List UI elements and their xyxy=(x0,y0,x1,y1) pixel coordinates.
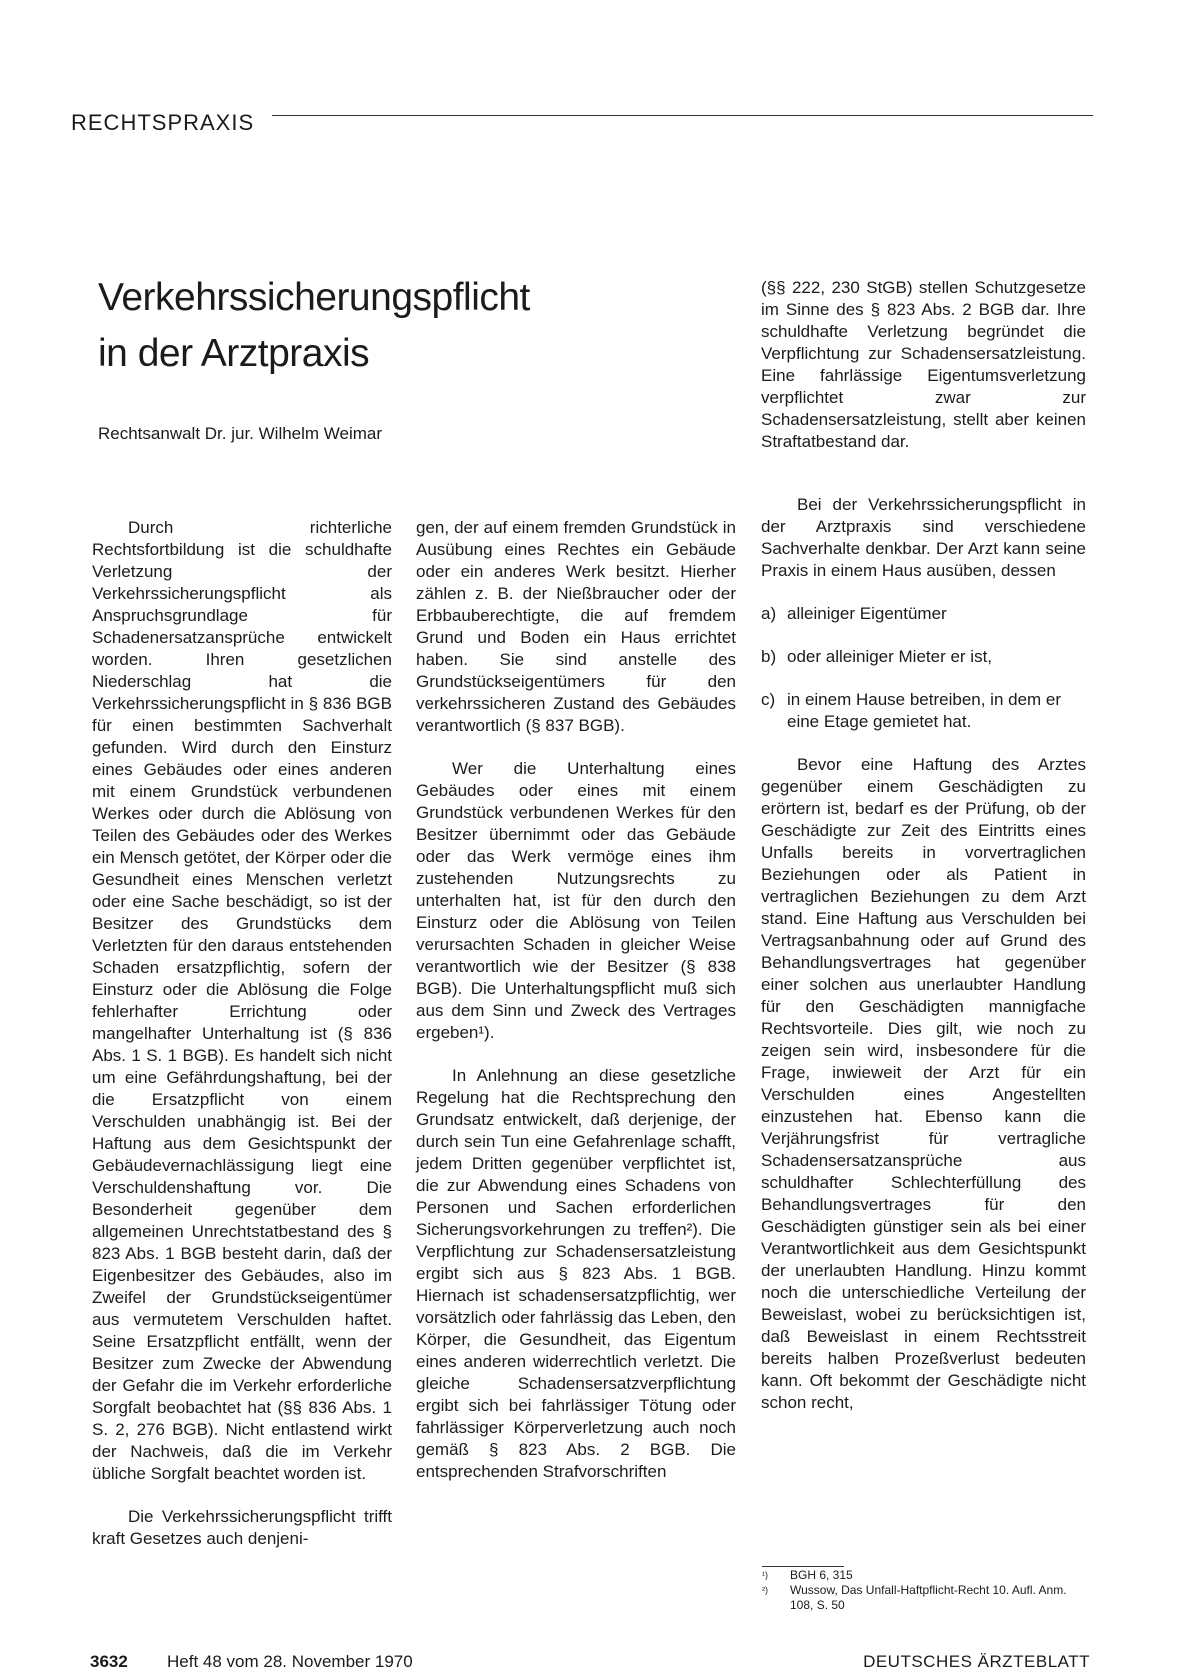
paragraph: Durch richterliche Rechtsfortbildung ist die schuldhafte Verletzung der Verkehrssicherungspflicht als Anspruchsgrundlage für Schadenersatzansprüche entwickelt worden. Ihren gesetzlichen Niederschlag hat die Verkehrssicherungspflicht in § 836 BGB für einen bestimmten Sachverhalt gefunden. Wird durch den Einsturz eines Gebäudes oder eines anderen mit einem Grundstück verbundenen Werkes oder durch die Ablösung von Teilen des Gebäudes oder des Werkes ein Mensch getötet, der Körper oder die Gesundheit eines Menschen verletzt oder eine Sache beschädigt, so ist der Besitzer des Grundstücks dem Verletzten für den daraus entstehenden Schaden ersatzpflichtig, sofern der Einsturz oder die Ablösung die Folge fehlerhafter Errichtung oder mangelhafter Unterhaltung ist (§ 836 Abs. 1 S. 1 BGB). Es handelt sich nicht um eine Gefährdungshaftung, bei der die Ersatzpflicht von einem Verschulden unabhängig ist. Bei der Haftung aus dem Gesichtspunkt der Gebäudevernachlässigung liegt eine Verschuldenshaftung vor. Die Besonderheit gegenüber dem allgemeinen Unrechtstatbestand des § 823 Abs. 1 BGB besteht darin, daß der Eigenbesitzer des Gebäudes, also im Zweifel der Grundstückseigentümer aus vermutetem Verschulden haftet. Seine Ersatzpflicht entfällt, wenn der Besitzer zum Zwecke der Abwendung der Gefahr die im Verkehr erforderliche Sorgfalt beobachtet hat (§§ 836 Abs. 1 S. 2, 276 BGB). Nicht entlastend wirkt der Nachweis, daß die im Verkehr übliche Sorgfalt beachtet worden ist. xyxy=(92,518,392,1483)
page-number: 3632 xyxy=(90,1652,128,1671)
paragraph: In Anlehnung an diese gesetzliche Regelung hat die Rechtsprechung den Grundsatz entwickelt, daß derjenige, der durch sein Tun eine Gefahrenlage schafft, jedem Dritten gegenüber verpflichtet ist, die zur Abwendung eines Schadens von Personen und Sachen erforderlichen Sicherungsvorkehrungen zu treffen²). Die Verpflichtung zur Schadensersatzleistung ergibt sich aus § 823 Abs. 1 BGB. Hiernach ist schadensersatzpflichtig, wer vorsätzlich oder fahrlässig das Leben, den Körper, die Gesundheit, das Eigentum eines anderen widerrechtlich verletzt. Die gleiche Schadensersatzverpflichtung ergibt sich bei fahrlässiger Tötung oder fahrlässiger Körperverletzung auch noch gemäß § 823 Abs. 2 BGB. Die entsprechenden Strafvorschriften xyxy=(416,1066,736,1481)
footnote-number: ²) xyxy=(762,1585,768,1595)
footnote xyxy=(762,1568,1082,1583)
footnote-rule xyxy=(762,1566,844,1567)
column-1 xyxy=(92,517,392,1571)
footnote-number: ¹) xyxy=(762,1570,768,1580)
issue-info: Heft 48 vom 28. November 1970 xyxy=(167,1652,413,1671)
list-label: b) xyxy=(761,647,777,666)
paragraph: gen, der auf einem fremden Grundstück in Ausübung eines Rechtes ein Gebäude oder ein anderes Werk besitzt. Hierher zählen z. B. der Nießbraucher oder der Erbbauberechtigte, die auf fremdem Grund und Boden ein Haus errichtet haben. Sie sind anstelle des Grundstückseigentümers für den verkehrssicheren Zustand des Gebäudes verantwortlich (§ 837 BGB). xyxy=(416,518,736,735)
paragraph: Bei der Verkehrssicherungspflicht in der Arztpraxis sind verschiedene Sachverhalte denkbar. Der Arzt kann seine Praxis in einem Haus ausüben, dessen xyxy=(761,495,1086,580)
list-item xyxy=(761,689,1086,733)
paragraph: Wer die Unterhaltung eines Gebäudes oder eines mit einem Grundstück verbundenen Werkes für den Besitzer übernimmt oder das Gebäude oder das Werk vermöge eines ihm zustehenden Nutzungsrechts zu unterhalten hat, ist für den durch den Einsturz oder die Ablösung von Teilen verursachten Schaden in gleicher Weise verantwortlich wie der Besitzer (§ 838 BGB). Die Unterhaltungspflicht muß sich aus dem Sinn und Zweck des Vertrages ergeben¹). xyxy=(416,759,736,1042)
column-3 xyxy=(761,494,1086,1435)
list-text: in einem Hause betreiben, in dem er eine Etage gemietet hat. xyxy=(787,690,1062,731)
section-label: RECHTSPRAXIS xyxy=(71,110,255,135)
list-label: c) xyxy=(761,690,776,709)
footnote-text: Wussow, Das Unfall-Haftpflicht-Recht 10. Aufl. Anm. 108, S. 50 xyxy=(790,1583,1067,1612)
paragraph: Bevor eine Haftung des Arztes gegenüber einem Geschädigten zu erörtern ist, bedarf es der Prüfung, ob der Geschädigte zur Zeit des Eintritts eines Unfalls bereits in vorvertraglichen Beziehungen oder als Patient in vertraglichen Beziehungen zu dem Arzt stand. Eine Haftung aus Verschulden bei Vertragsanbahnung oder auf Grund des Behandlungsvertrages hat gegenüber einer solchen aus unerlaubter Handlung für den Geschädigten mannigfache Rechtsvorteile. Dies gilt, wie noch zu zeigen sein wird, insbesondere für die Frage, inwieweit der Arzt für ein Verschulden eines Angestellten einzustehen hat. Ebenso kann die Verjährungsfrist für vertragliche Schadensersatzansprüche aus schuldhafter Schlechterfüllung des Behandlungsvertrages für den Geschädigten günstiger sein als bei einer Verantwortlichkeit aus dem Gesichtspunkt der unerlaubten Handlung. Hinzu kommt noch die unterschiedliche Verteilung der Beweislast, wobei zu berücksichtigen ist, daß Beweislast in einem Rechtsstreit bereits halben Prozeßverlust bedeuten kann. Oft bekommt der Geschädigte nicht schon recht, xyxy=(761,755,1086,1412)
footnote xyxy=(762,1583,1082,1613)
title-line-2: in der Arztpraxis xyxy=(98,332,370,375)
column-3-top xyxy=(761,277,1086,474)
list-item xyxy=(761,646,1086,668)
author-byline: Rechtsanwalt Dr. jur. Wilhelm Weimar xyxy=(98,424,383,443)
list-label: a) xyxy=(761,604,777,623)
list-item xyxy=(761,603,1086,625)
column-2 xyxy=(416,517,736,1504)
list-text: alleiniger Eigentümer xyxy=(787,604,947,623)
paragraph: (§§ 222, 230 StGB) stellen Schutzgesetze im Sinne des § 823 Abs. 2 BGB dar. Ihre schuldhafte Verletzung begründet die Verpflichtung zur Schadensersatzleistung. Eine fahrlässige Eigentumsverletzung verpflichtet zwar zur Schadensersatzleistung, stellt aber keinen Straftatbestand dar. xyxy=(761,278,1086,451)
list-text: oder alleiniger Mieter er ist, xyxy=(787,647,993,666)
journal-name: DEUTSCHES ÄRZTEBLATT xyxy=(863,1652,1090,1671)
article-title xyxy=(98,270,718,382)
footnote-text: BGH 6, 315 xyxy=(790,1568,853,1582)
title-line-1: Verkehrssicherungspflicht xyxy=(98,276,530,319)
footnotes xyxy=(762,1568,1082,1613)
paragraph: Die Verkehrssicherungspflicht trifft kraft Gesetzes auch denjeni- xyxy=(92,1507,392,1548)
section-rule xyxy=(272,115,1093,116)
